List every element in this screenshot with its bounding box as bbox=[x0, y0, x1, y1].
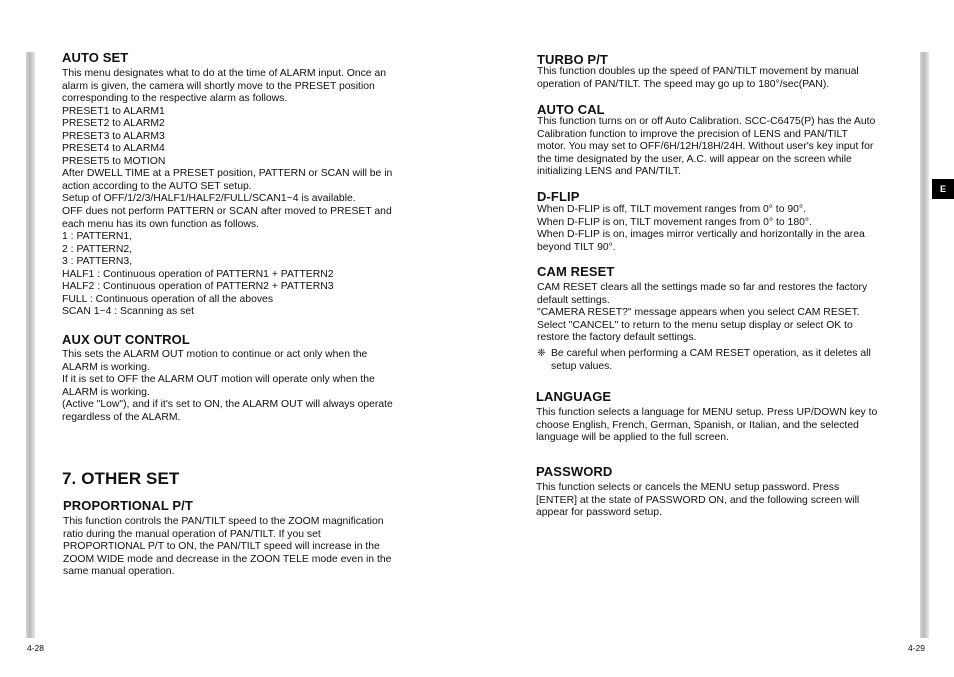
language-body: This function selects a language for MENU setup. Press UP/DOWN key to choose English, French, German, Spanish, or Italian, and the selected language will be applied to the full screen. bbox=[536, 407, 878, 444]
password-body: This function selects or cancels the MENU setup password. Press [ENTER] at the state of PASSWORD ON, and the following screen will appear for password setup. bbox=[536, 482, 860, 519]
password-heading: PASSWORD bbox=[536, 464, 613, 479]
aux-out-control-body: This sets the ALARM OUT motion to continue or act only when the ALARM is working. If it is set to OFF the ALARM OUT motion will operate only when the ALARM is working. (Active "Low"), and if it's set to ON, the ALARM OUT will always operate regardless of the ALARM. bbox=[62, 349, 393, 423]
auto-set-heading: AUTO SET bbox=[62, 50, 129, 65]
left-margin-bar bbox=[26, 52, 35, 638]
language-heading: LANGUAGE bbox=[536, 389, 612, 404]
auto-cal-heading: AUTO CAL bbox=[537, 102, 605, 117]
proportional-pt-body: This function controls the PAN/TILT speed to the ZOOM magnification ratio during the manual operation of PAN/TILT. If you set PROPORTIONAL P/T to ON, the PAN/TILT speed will increase in the ZOOM WIDE mode and decrease in the ZOON TELE mode even in the same manual operation. bbox=[63, 516, 392, 578]
d-flip-body: When D-FLIP is off, TILT movement ranges from 0° to 90°. When D-FLIP is on, TILT movement ranges from 0° to 180°. When D-FLIP is on, images mirror vertically and horizontally in the area beyond TILT 90°. bbox=[537, 204, 865, 253]
turbo-pt-body: This function doubles up the speed of PAN/TILT movement by manual operation of PAN/TILT. The speed may go up to 180°/sec(PAN). bbox=[537, 66, 859, 90]
auto-cal-body: This function turns on or off Auto Calibration. SCC-C6475(P) has the Auto Calibration function to improve the precision of LENS and PAN/TILT motor. You may set to OFF/6H/12H/18H/24H. Without user's key input for the time designated by the user, A.C. will appear on the screen while initializing LENS and PAN/TILT. bbox=[537, 116, 876, 178]
cam-reset-heading: CAM RESET bbox=[537, 264, 615, 279]
note-asterisk-icon: ❈ bbox=[537, 348, 546, 359]
page-number-left: 4-28 bbox=[27, 643, 45, 653]
section-title: 7. OTHER SET bbox=[62, 469, 180, 488]
cam-reset-note-text: Be careful when performing a CAM RESET operation, as it deletes all setup values. bbox=[551, 348, 871, 372]
cam-reset-body: CAM RESET clears all the settings made so far and restores the factory default settings. "CAMERA RESET?" message appears when you select CAM RESET. Select "CANCEL" to return to the menu setup display or select OK to restore the factory default settings. bbox=[537, 282, 868, 344]
auto-set-body: This menu designates what to do at the time of ALARM input. Once an alarm is given, the camera will shortly move to the PRESET position corresponding to the respective alarm as follows. PRESET1 to ALARM1 PRESET2 to ALARM2 PRESET3 to ALARM3 PRESET4 to ALARM4 PRESET5 to MOTION After DWELL TIME at a PRESET position, PATTERN or SCAN will be in action according to the AUTO SET setup. Setup of OFF/1/2/3/HALF1/HALF2/FULL/SCAN1~4 is available. OFF dues not perform PATTERN or SCAN after moved to PRESET and each menu has its own function as follows. 1 : PATTERN1, 2 : PATTERN2, 3 : PATTERN3, HALF1 : Continuous operation of PATTERN1 + PATTERN2 HALF2 : Continuous operation of PATTERN2 + PATTERN3 FULL : Continuous operation of all the aboves SCAN 1~4 : Scanning as set bbox=[62, 68, 393, 318]
aux-out-control-heading: AUX OUT CONTROL bbox=[62, 332, 190, 347]
proportional-pt-heading: PROPORTIONAL P/T bbox=[63, 498, 193, 513]
language-side-tab: E bbox=[932, 179, 954, 199]
page-number-right: 4-29 bbox=[908, 643, 926, 653]
turbo-pt-heading: TURBO P/T bbox=[537, 52, 608, 67]
d-flip-heading: D-FLIP bbox=[537, 189, 580, 204]
right-margin-bar bbox=[920, 52, 929, 638]
